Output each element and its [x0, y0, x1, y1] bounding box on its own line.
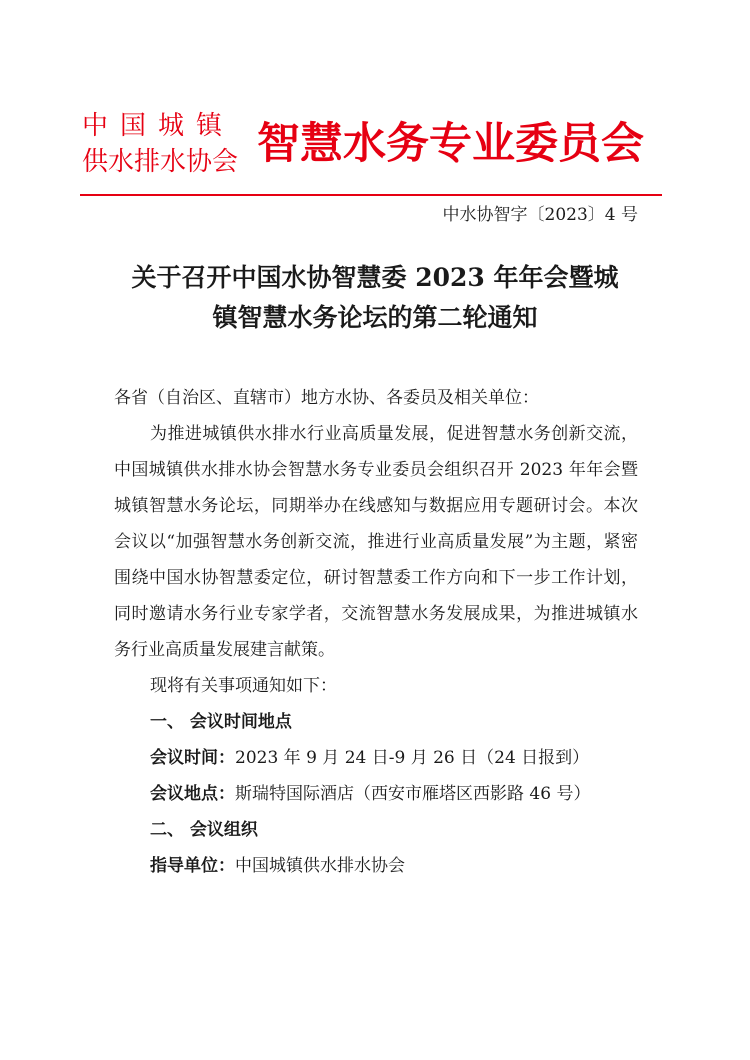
guiding-unit-label: 指导单位：	[150, 856, 235, 876]
meeting-time-label: 会议时间：	[150, 748, 235, 768]
committee-name: 智慧水务专业委员会	[257, 119, 644, 169]
document-title-line2: 镇智慧水务论坛的第二轮通知	[212, 303, 538, 332]
document-title-line1: 关于召开中国水协智慧委 2023 年年会暨城	[131, 263, 619, 292]
letterhead-divider	[80, 194, 662, 196]
paragraph-purpose: 为推进城镇供水排水行业高质量发展，促进智慧水务创新交流，中国城镇供水排水协会智慧水务专业委员会组织召开 2023 年年会暨城镇智慧水务论坛，同期举办在线感知与数据应用专题研讨会。本次会议以“加强智慧水务创新交流，推进行业高质量发展”为主题，紧密围绕中国水协智慧委定位，研讨智慧委工作方向和下一步工作计划，同时邀请水务行业专家学者，交流智慧水务发展成果，为推进城镇水务行业高质量发展建言献策。	[114, 424, 638, 660]
salutation: 各省（自治区、直辖市）地方水协、各委员及相关单位：	[114, 388, 539, 408]
section-heading-time-place: 一、 会议时间地点	[150, 712, 292, 732]
association-name-line2: 供水排水协会	[82, 147, 239, 177]
notice-intro: 现将有关事项通知如下：	[150, 676, 337, 696]
document-title	[80, 258, 670, 338]
guiding-unit	[114, 848, 638, 884]
association-name-line1: 中国城镇	[82, 111, 235, 141]
meeting-venue-value: 斯瑞特国际酒店（西安市雁塔区西影路 46 号）	[235, 784, 591, 804]
meeting-time	[114, 740, 638, 776]
guiding-unit-value: 中国城镇供水排水协会	[235, 856, 405, 876]
document-body	[114, 380, 638, 884]
meeting-venue	[114, 776, 638, 812]
document-number: 中水协智字〔2023〕4 号	[442, 205, 638, 225]
meeting-venue-label: 会议地点：	[150, 784, 235, 804]
section-heading-organization: 二、 会议组织	[150, 820, 258, 840]
letterhead	[82, 108, 662, 188]
association-name	[82, 108, 238, 180]
meeting-time-value: 2023 年 9 月 24 日-9 月 26 日（24 日报到）	[235, 748, 590, 768]
